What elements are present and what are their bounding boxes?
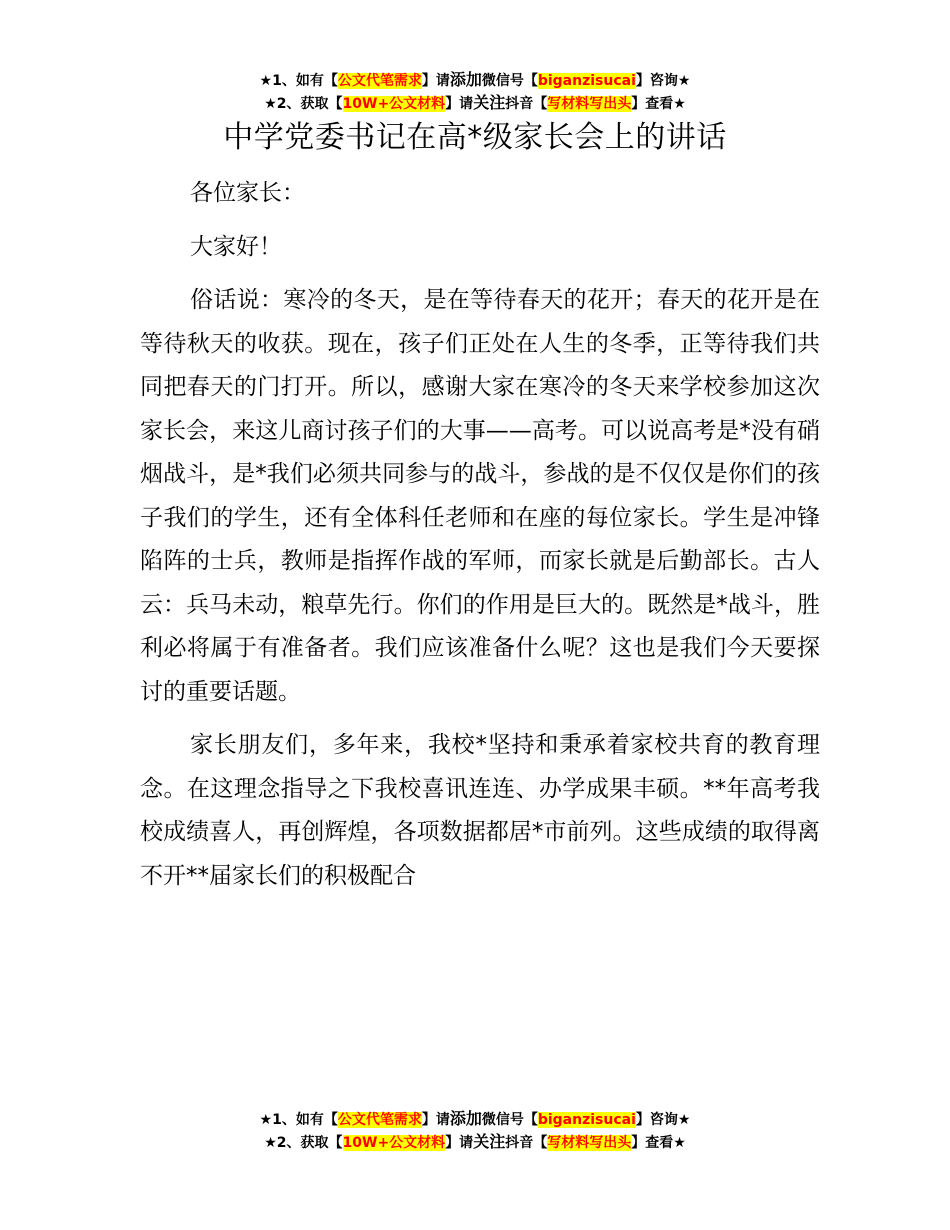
body-paragraph: 俗话说：寒冷的冬天，是在等待春天的花开；春天的花开是在等待秋天的收获。现在，孩子们正处在人生的冬季，正等待我们共同把春天的门打开。所以，感谢大家在寒冷的冬天来学校参加这次家长会，来这儿商讨孩子们的大事——高考。可以说高考是*没有硝烟战斗，是*我们必须共同参与的战斗，参战的是不仅仅是你们的孩子我们的学生，还有全体科任老师和在座的每位家长。学生是冲锋陷阵的士兵，教师是指挥作战的军师，而家长就是后勤部长。古人云：兵马未动，粮草先行。你们的作用是巨大的。既然是*战斗，胜利必将属于有准备者。我们应该准备什么呢？这也是我们今天要探讨的重要话题。	[140, 287, 820, 705]
highlight-douyin-account: 写材料写出头	[547, 1135, 632, 1151]
banner-line-2: ★2、获取【10W+公文材料】请关注抖音【写材料写出头】查看★	[264, 93, 686, 112]
highlight-douyin-account: 写材料写出头	[547, 96, 632, 112]
banner-line-2: ★2、获取【10W+公文材料】请关注抖音【写材料写出头】查看★	[264, 1132, 686, 1151]
highlight-materials: 10W+公文材料	[342, 96, 446, 112]
banner-line-1: ★1、如有【公文代笔需求】请添加微信号【biganzisucai】咨询★	[259, 70, 691, 89]
body-paragraph: 家长朋友们，多年来，我校*坚持和秉承着家校共育的教育理念。在这理念指导之下我校喜讯连连、办学成果丰硕。**年高考我校成绩喜人，再创辉煌，各项数据都居*市前列。这些成绩的取得离不开**届家长们的积极配合	[140, 732, 820, 889]
header-banner	[0, 69, 950, 115]
highlight-ghostwriting: 公文代笔需求	[337, 1112, 422, 1128]
document-body	[140, 172, 820, 908]
greeting: 大家好！	[190, 233, 282, 260]
highlight-wechat-id: biganzisucai	[537, 1112, 636, 1128]
highlight-ghostwriting: 公文代笔需求	[337, 73, 422, 89]
footer-banner	[0, 1108, 950, 1154]
highlight-materials: 10W+公文材料	[342, 1135, 446, 1151]
highlight-wechat-id: biganzisucai	[537, 73, 636, 89]
document-title: 中学党委书记在高*级家长会上的讲话	[223, 120, 727, 155]
salutation: 各位家长：	[190, 180, 305, 206]
banner-line-1: ★1、如有【公文代笔需求】请添加微信号【biganzisucai】咨询★	[259, 1109, 691, 1128]
